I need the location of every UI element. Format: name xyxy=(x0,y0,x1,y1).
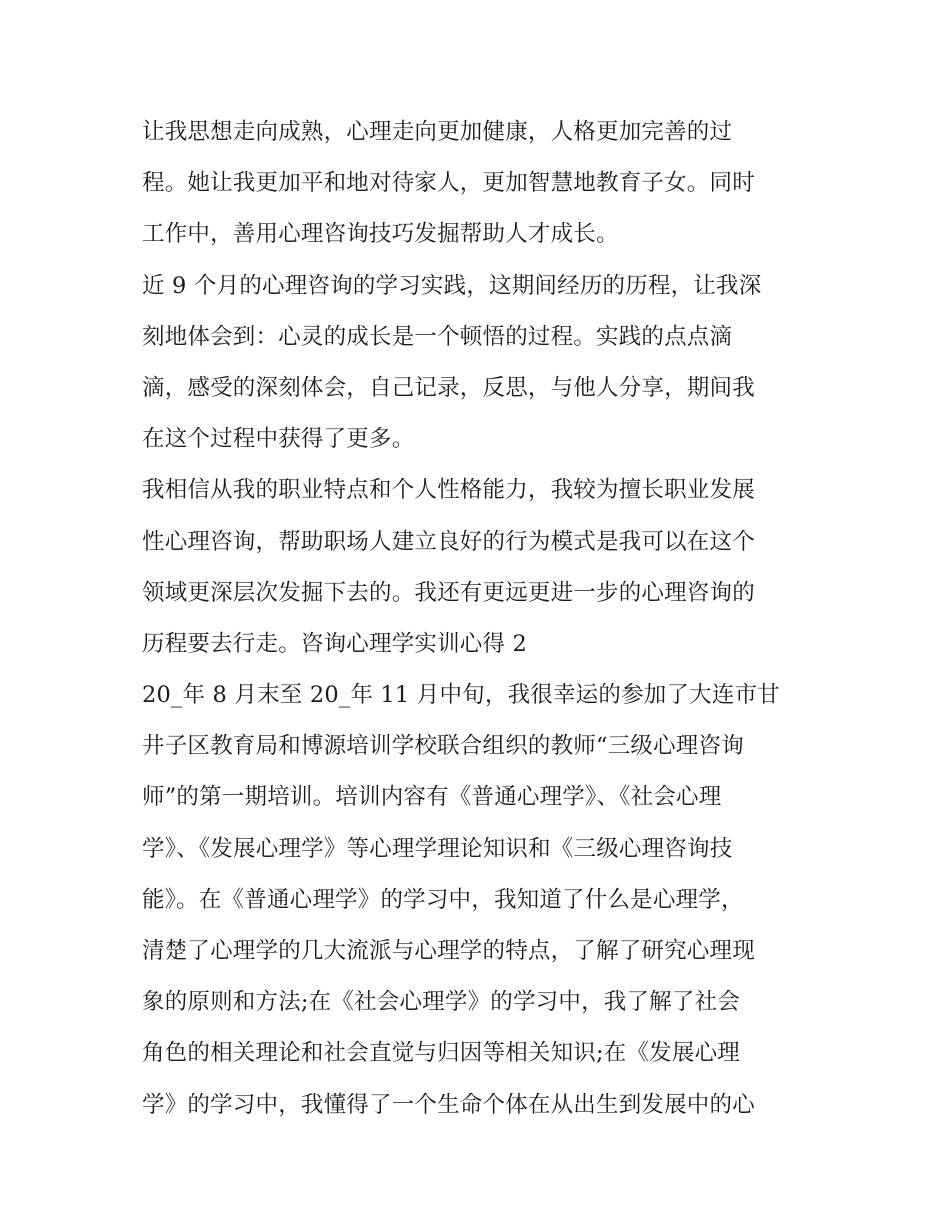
text-line: 程。她让我更加平和地对待家人，更加智慧地教育子女。同时 xyxy=(142,170,755,197)
text-line: 学》、《发展心理学》等心理学理论知识和《三级心理咨询技 xyxy=(142,835,733,862)
text-line: 清楚了心理学的几大流派与心理学的特点，了解了研究心理现 xyxy=(142,938,755,964)
text-line: 领域更深层次发掘下去的。我还有更远更进一步的心理咨询的 xyxy=(142,579,755,606)
text-line: 滴，感受的深刻体会，自己记录，反思，与他人分享，期间我 xyxy=(142,374,755,401)
text-line: 历程要去行走。咨询心理学实训心得 2 xyxy=(142,630,528,657)
text-line: 工作中，善用心理咨询技巧发掘帮助人才成长。 xyxy=(142,221,619,248)
text-line: 能》。在《普通心理学》的学习中，我知道了什么是心理学， xyxy=(142,886,744,913)
text-line: 师”的第一期培训。培训内容有《普通心理学》、《社会心理 xyxy=(142,784,722,811)
text-line: 我相信从我的职业特点和个人性格能力，我较为擅长职业发展 xyxy=(142,477,755,504)
text-line: 在这个过程中获得了更多。 xyxy=(142,426,415,453)
body-text xyxy=(142,107,822,1131)
text-line: 象的原则和方法;在《社会心理学》的学习中，我了解了社会 xyxy=(142,989,740,1016)
text-line: 学》的学习中，我懂得了一个生命个体在从出生到发展中的心 xyxy=(142,1091,755,1118)
text-line: 角色的相关理论和社会直觉与归因等相关知识;在《发展心理 xyxy=(142,1040,740,1067)
text-line: 让我思想走向成熟，心理走向更加健康，人格更加完善的过 xyxy=(142,119,733,145)
text-line: 井子区教育局和博源培训学校联合组织的教师“三级心理咨询 xyxy=(142,733,744,760)
text-line: 刻地体会到：心灵的成长是一个顿悟的过程。实践的点点滴 xyxy=(142,323,733,350)
text-line: 20_年 8 月末至 20_年 11 月中旬，我很幸运的参加了大连市甘 xyxy=(142,682,780,709)
text-line: 近 9 个月的心理咨询的学习实践，这期间经历的历程，让我深 xyxy=(142,272,762,299)
text-line: 性心理咨询，帮助职场人建立良好的行为模式是我可以在这个 xyxy=(142,528,755,555)
